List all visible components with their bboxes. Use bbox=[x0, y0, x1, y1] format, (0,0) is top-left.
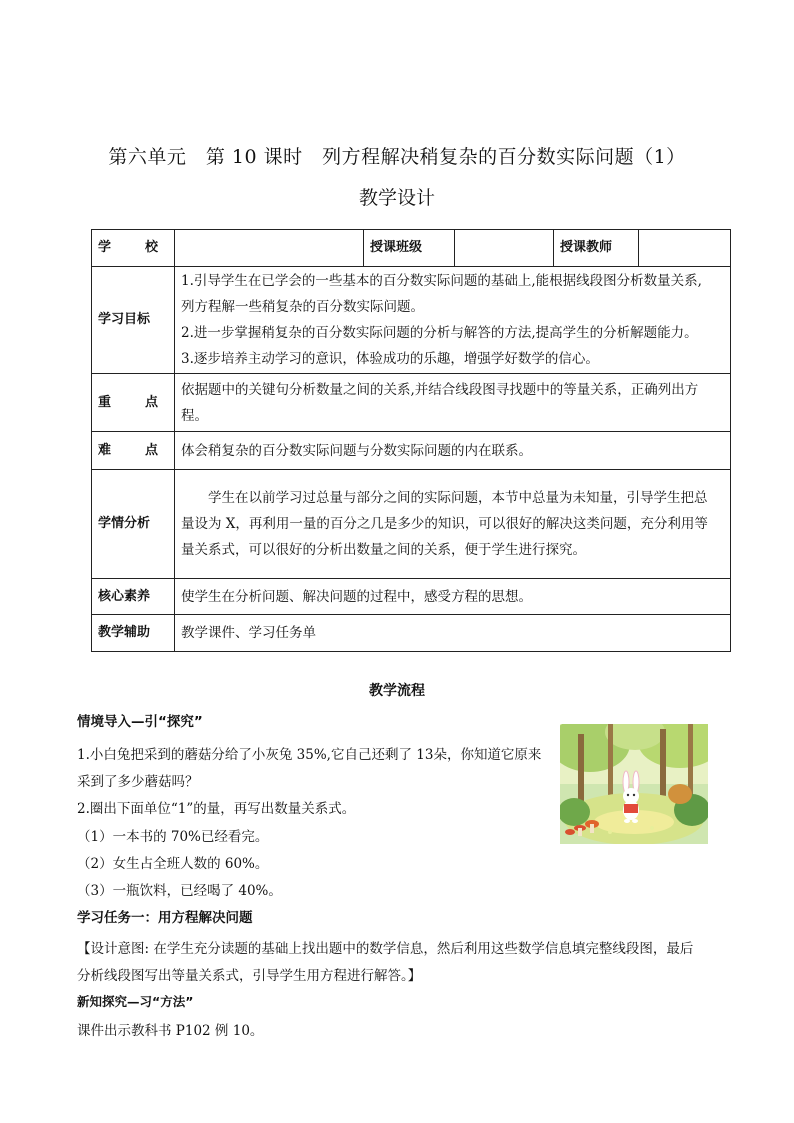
goals-line: 1.引导学生在已学会的一些基本的百分数实际问题的基础上,能根据线段图分析数量关系, bbox=[181, 273, 702, 289]
row-label-goals: 学习目标 bbox=[92, 267, 175, 374]
goals-line: 列方程解一些稍复杂的百分数实际问题。 bbox=[181, 299, 424, 315]
rabbit-forest-illustration bbox=[560, 724, 708, 844]
row-label-aids: 教学辅助 bbox=[92, 615, 175, 652]
goals-line: 3.逐步培养主动学习的意识，体验成功的乐趣，增强学好数学的信心。 bbox=[181, 351, 599, 367]
question-2-item: （2）女生占全班人数的 60%。 bbox=[77, 856, 269, 872]
courseware-line: 课件出示教科书 P102 例 10。 bbox=[77, 1023, 264, 1039]
design-intent-line2: 分析线段图写出等量关系式，引导学生用方程进行解答。】 bbox=[77, 968, 422, 984]
key-point-line: 程。 bbox=[181, 407, 208, 424]
question-2-item: （1）一本书的 70%已经看完。 bbox=[77, 829, 269, 845]
intro-heading: 情境导入—引“探究” bbox=[77, 714, 203, 730]
question-1-line1: 1.小白兔把采到的蘑菇分给了小灰兔 35%,它自己还剩了 13朵，你知道它原来 bbox=[77, 747, 542, 763]
row-content-goals bbox=[175, 267, 731, 374]
class-value bbox=[455, 230, 554, 267]
teacher-label: 授课教师 bbox=[554, 230, 639, 267]
design-intent-line1: 【设计意图: 在学生充分读题的基础上找出题中的数学信息，然后利用这些数学信息填完整线段图，最后 bbox=[77, 941, 694, 957]
question-2: 2.圈出下面单位“1”的量，再写出数量关系式。 bbox=[77, 801, 356, 817]
analysis-line: 学生在以前学习过总量与部分之间的实际问题，本节中总量为未知量，引导学生把总 bbox=[208, 490, 708, 506]
row-content-literacy: 使学生在分析问题、解决问题的过程中，感受方程的思想。 bbox=[175, 579, 731, 615]
document-title: 第六单元 第 10 课时 列方程解决稍复杂的百分数实际问题（1） bbox=[108, 146, 686, 168]
row-content-analysis bbox=[175, 470, 731, 579]
row-label-literacy: 核心素养 bbox=[92, 579, 175, 615]
question-2-item: （3）一瓶饮料，已经喝了 40%。 bbox=[77, 883, 282, 899]
question-1-line2: 采到了多少蘑菇吗？ bbox=[77, 774, 199, 790]
analysis-line: 量关系式，可以很好的分析出数量之间的关系，便于学生进行探究。 bbox=[181, 542, 586, 558]
new-knowledge-heading: 新知探究—习“方法” bbox=[77, 994, 194, 1009]
teacher-value bbox=[639, 230, 731, 267]
school-value bbox=[175, 230, 364, 267]
document-subtitle: 教学设计 bbox=[358, 187, 435, 209]
row-label-analysis: 学情分析 bbox=[92, 470, 175, 579]
goals-line: 2.进一步掌握稍复杂的百分数实际问题的分析与解答的方法,提高学生的分析解题能力。 bbox=[181, 325, 698, 341]
row-label-difficulty: 难 点 bbox=[92, 432, 175, 470]
key-point-line: 依据题中的关键句分析数量之间的关系,并结合线段图寻找题中的等量关系，正确列出方 bbox=[181, 381, 699, 398]
task1-heading: 学习任务一：用方程解决问题 bbox=[77, 910, 253, 926]
flow-title: 教学流程 bbox=[369, 683, 425, 699]
class-label: 授课班级 bbox=[364, 230, 455, 267]
row-content-aids: 教学课件、学习任务单 bbox=[175, 615, 731, 652]
analysis-line: 量设为 X，再利用一量的百分之几是多少的知识，可以很好的解决这类问题，充分利用等 bbox=[181, 516, 708, 532]
school-label: 学 校 bbox=[92, 230, 175, 267]
row-content-key-point bbox=[175, 374, 731, 432]
row-label-key-point: 重 点 bbox=[92, 374, 175, 432]
lesson-info-table bbox=[91, 229, 731, 652]
row-content-difficulty: 体会稍复杂的百分数实际问题与分数实际问题的内在联系。 bbox=[175, 432, 731, 470]
